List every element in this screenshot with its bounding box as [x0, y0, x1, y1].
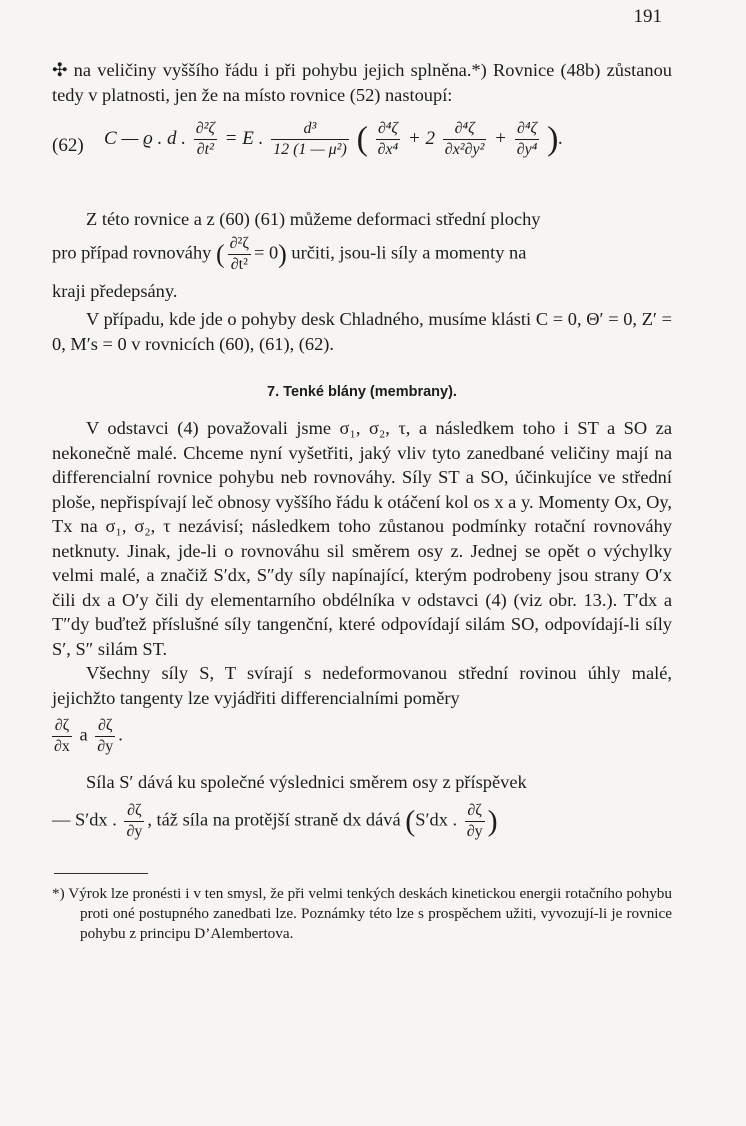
frac-num: ∂²ζ	[194, 119, 217, 140]
fraction	[194, 119, 217, 160]
fraction	[95, 716, 115, 757]
footnote-mark: *)	[52, 884, 65, 902]
equation-62	[52, 111, 672, 193]
paragraph-6: Síla S′ dává ku společné výslednici směrem osy z příspěvek	[86, 772, 527, 792]
frac-num: d³	[271, 119, 349, 140]
fraction	[228, 234, 251, 275]
line-7	[52, 801, 672, 847]
paren-open: (	[405, 804, 416, 837]
paragraph-2c: kraji předepsány.	[52, 280, 178, 301]
frac-den: ∂y⁴	[516, 141, 538, 158]
paragraph-3: V případu, kde jde o pohyby desk Chladného, musíme klásti C = 0, Θ′ = 0, Z′ = 0, M′s = 0 v rovnicích (60), (61), (62).	[52, 309, 672, 354]
ratio-line	[52, 716, 672, 762]
eq-zero: = 0	[253, 242, 279, 263]
eq-op: + 2	[407, 127, 436, 149]
section-heading: 7. Tenké blány (membrany).	[267, 384, 457, 400]
frac-den: ∂t²	[230, 255, 248, 273]
fraction	[376, 119, 401, 160]
frac-num: ∂⁴ζ	[515, 119, 540, 140]
footnote-text: Výrok lze pronésti i v ten smysl, že při velmi tenkých deskách kinetickou energii rotačního pohybu proti oné postupného zanedbati lze. Poznámky této lze s prospěchem užiti, vyvozují-li je rovnice pohybu z principu D’Alembertova.	[68, 884, 672, 942]
ratio-conj: a	[79, 724, 88, 745]
paragraph-2a: Z této rovnice a z (60) (61) můžeme deformaci střední plochy	[86, 209, 541, 229]
page-number: 191	[633, 6, 662, 27]
frac-num: ∂ζ	[465, 801, 485, 822]
ratio-end: .	[118, 724, 123, 745]
eq-lhs: C — ϱ . d .	[104, 127, 186, 149]
paragraph-5: Všechny síly S, T svírají s nedeformovanou střední rovinou úhly malé, jejichžto tangenty lze vyjádřiti differencialními poměry	[52, 663, 672, 708]
frac-den: ∂x²∂y²	[444, 141, 485, 158]
paragraph-1: ✣ na veličiny vyššího řádu i při pohybu jejich splněna.*) Rovnice (48b) zůstanou tedy v platnosti, jen že na místo rovnice (52) nastoupí:	[52, 60, 672, 105]
frac-num: ∂ζ	[95, 716, 115, 737]
line7-mid: , táž síla na protější straně dx dává	[147, 809, 401, 830]
frac-den: ∂y	[466, 822, 483, 840]
frac-num: ∂ζ	[52, 716, 72, 737]
line7-pre: — S′dx .	[52, 809, 117, 830]
line7-bracket-pre: S′dx .	[415, 809, 458, 830]
paren-close: )	[487, 804, 498, 837]
fraction	[124, 801, 144, 842]
frac-den: ∂t²	[196, 141, 214, 158]
paren-open: (	[215, 238, 225, 268]
fraction	[271, 119, 349, 160]
frac-den: ∂y	[126, 822, 143, 840]
paragraph-4: V odstavci (4) považovali jsme σ₁, σ₂, τ, a následkem toho i ST a SO za nekonečně malé. Chceme nyní vyšetřiti, jaký vliv tyto zanedbané veličiny mají na differencialní rovnice pohybu neb rovnováhy. Síly ST a SO, účinkujíce ve střední ploše, nepřispívají leč obnosy vyššího řádu k otáčení kol os x a y. Momenty Ox, Oy, Tx na σ₁, σ₂, τ nezávisí; následkem toho zůstanou podmínky rotační rovnováhy netknuty. Jinak, jde-li o rovnováhu sil směrem osy z. Jednej se opět o výchylky velmi malé, a značiž S′dx, S″dy síly napínající, kterým podrobeny jsou strany O′x čili dx a O′y čili dy elementarního obdélníka v odstavci (4) (viz obr. 13.). T′dx a T″dy buďtež příslušné síly tangenční, které odpovídají silám SO, odpovídají-li síly S′, S″ silám ST.	[52, 418, 672, 659]
para2b-pre: pro případ rovnováhy	[52, 242, 212, 263]
eq-op: +	[494, 127, 507, 149]
paren-close: )	[547, 120, 559, 158]
fraction	[465, 801, 485, 842]
equation-tag: (62)	[52, 135, 84, 156]
frac-num: ∂ζ	[124, 801, 144, 822]
frac-num: ∂⁴ζ	[376, 119, 401, 140]
paragraph-2b	[52, 234, 672, 275]
fraction	[443, 119, 487, 160]
equation-expression: C — ϱ . d . $\frac{\text{∂²ζ}}{\text{∂t²}}$ = E . $\frac{\text{d³}}{\text{12 (1 — μ²)}}$ ( $\frac{\text{∂⁴ζ}}{\text{∂x⁴}}$ + 2 $\frac{\text{∂⁴ζ}}{\text{∂x²∂y²}}$ + $\frac{\text{∂⁴ζ}}{\text{∂y⁴}}$ ).	[104, 120, 564, 158]
footnote	[52, 884, 672, 944]
paren-open: (	[356, 120, 368, 158]
fraction	[52, 716, 72, 757]
footnote-divider	[54, 873, 148, 874]
frac-den: ∂x⁴	[377, 141, 399, 158]
fraction	[515, 119, 540, 160]
frac-den: ∂y	[97, 738, 114, 755]
paren-close: )	[278, 238, 287, 268]
para2b-post: určiti, jsou-li síly a momenty na	[291, 242, 527, 263]
frac-den: ∂x	[54, 738, 70, 755]
eq-equals: = E .	[224, 127, 264, 149]
page-body	[52, 58, 672, 944]
frac-den: 12 (1 — μ²)	[273, 141, 347, 158]
frac-num: ∂⁴ζ	[443, 119, 487, 140]
frac-num: ∂²ζ	[228, 234, 251, 255]
